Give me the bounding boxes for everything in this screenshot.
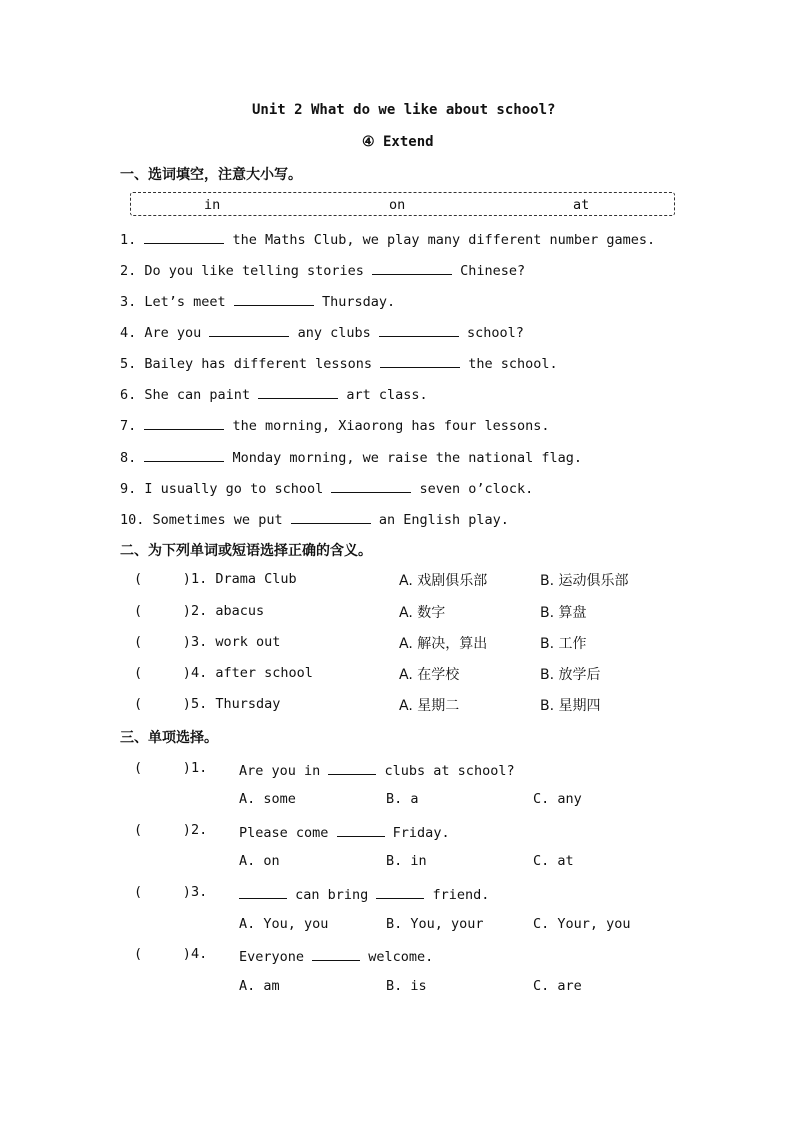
answer-blank[interactable] (372, 260, 452, 275)
answer-paren[interactable]: ( ) (134, 822, 191, 838)
answer-blank[interactable] (144, 415, 224, 430)
question-number: 3. (191, 884, 208, 900)
answer-blank[interactable] (144, 447, 224, 462)
fill-item-6: 6. She can paint art class. (120, 384, 428, 403)
question-text: Are you in clubs at school? (239, 760, 515, 779)
option-a: A. 星期二 (399, 698, 460, 714)
choice-c[interactable]: C. any (533, 791, 582, 807)
word-option: on (389, 197, 406, 213)
match-term: 3. work out (191, 634, 281, 650)
answer-blank[interactable] (291, 509, 371, 524)
answer-blank[interactable] (379, 322, 459, 337)
question-number: 2. (191, 822, 208, 838)
fill-item-2: 2. Do you like telling stories Chinese? (120, 260, 525, 279)
choice-a[interactable]: A. You, you (239, 916, 329, 932)
answer-blank[interactable] (380, 353, 460, 368)
page-title: Unit 2 What do we like about school? (252, 102, 556, 118)
fill-item-5: 5. Bailey has different lessons the school. (120, 353, 558, 372)
answer-paren[interactable]: ( ) (134, 634, 191, 650)
answer-blank[interactable] (239, 884, 287, 899)
answer-paren[interactable]: ( ) (134, 884, 191, 900)
match-term: 2. abacus (191, 603, 265, 619)
section3-heading: 三、单项选择。 (120, 730, 218, 746)
fill-item-8: 8. Monday morning, we raise the national flag. (120, 447, 582, 466)
answer-paren[interactable]: ( ) (134, 571, 191, 587)
choice-b[interactable]: B. a (386, 791, 419, 807)
question-number: 4. (191, 946, 208, 962)
option-b: B. 算盘 (540, 605, 587, 621)
fill-item-4: 4. Are you any clubs school? (120, 322, 524, 341)
match-term: 5. Thursday (191, 696, 281, 712)
choice-b[interactable]: B. in (386, 853, 427, 869)
answer-blank[interactable] (331, 478, 411, 493)
fill-item-1: 1. the Maths Club, we play many different number games. (120, 229, 655, 248)
answer-paren[interactable]: ( ) (134, 665, 191, 681)
question-text: can bring friend. (239, 884, 489, 903)
option-b: B. 运动俱乐部 (540, 573, 629, 589)
answer-paren[interactable]: ( ) (134, 946, 191, 962)
fill-item-10: 10. Sometimes we put an English play. (120, 509, 509, 528)
question-text: Everyone welcome. (239, 946, 433, 965)
option-b: B. 工作 (540, 636, 587, 652)
answer-blank[interactable] (337, 822, 385, 837)
page-subtitle: ④ Extend (362, 134, 434, 150)
section2-heading: 二、为下列单词或短语选择正确的含义。 (120, 543, 372, 559)
answer-paren[interactable]: ( ) (134, 603, 191, 619)
section1-heading: 一、选词填空，注意大小写。 (120, 167, 302, 183)
choice-b[interactable]: B. is (386, 978, 427, 994)
choice-a[interactable]: A. on (239, 853, 280, 869)
match-term: 4. after school (191, 665, 313, 681)
choice-c[interactable]: C. are (533, 978, 582, 994)
question-number: 1. (191, 760, 208, 776)
answer-paren[interactable]: ( ) (134, 760, 191, 776)
choice-b[interactable]: B. You, your (386, 916, 484, 932)
fill-item-7: 7. the morning, Xiaorong has four lessons. (120, 415, 550, 434)
fill-item-9: 9. I usually go to school seven o’clock. (120, 478, 533, 497)
answer-blank[interactable] (328, 760, 376, 775)
choice-c[interactable]: C. at (533, 853, 574, 869)
choice-a[interactable]: A. some (239, 791, 296, 807)
option-b: B. 星期四 (540, 698, 601, 714)
answer-blank[interactable] (312, 946, 360, 961)
word-option: in (204, 197, 221, 213)
answer-paren[interactable]: ( ) (134, 696, 191, 712)
question-text: Please come Friday. (239, 822, 450, 841)
answer-blank[interactable] (144, 229, 224, 244)
fill-item-3: 3. Let’s meet Thursday. (120, 291, 395, 310)
option-a: A. 在学校 (399, 667, 460, 683)
answer-blank[interactable] (209, 322, 289, 337)
answer-blank[interactable] (234, 291, 314, 306)
option-b: B. 放学后 (540, 667, 601, 683)
answer-blank[interactable] (258, 384, 338, 399)
option-a: A. 解决，算出 (399, 636, 488, 652)
answer-blank[interactable] (376, 884, 424, 899)
choice-c[interactable]: C. Your, you (533, 916, 631, 932)
choice-a[interactable]: A. am (239, 978, 280, 994)
match-term: 1. Drama Club (191, 571, 297, 587)
option-a: A. 戏剧俱乐部 (399, 573, 488, 589)
option-a: A. 数字 (399, 605, 446, 621)
word-option: at (573, 197, 590, 213)
